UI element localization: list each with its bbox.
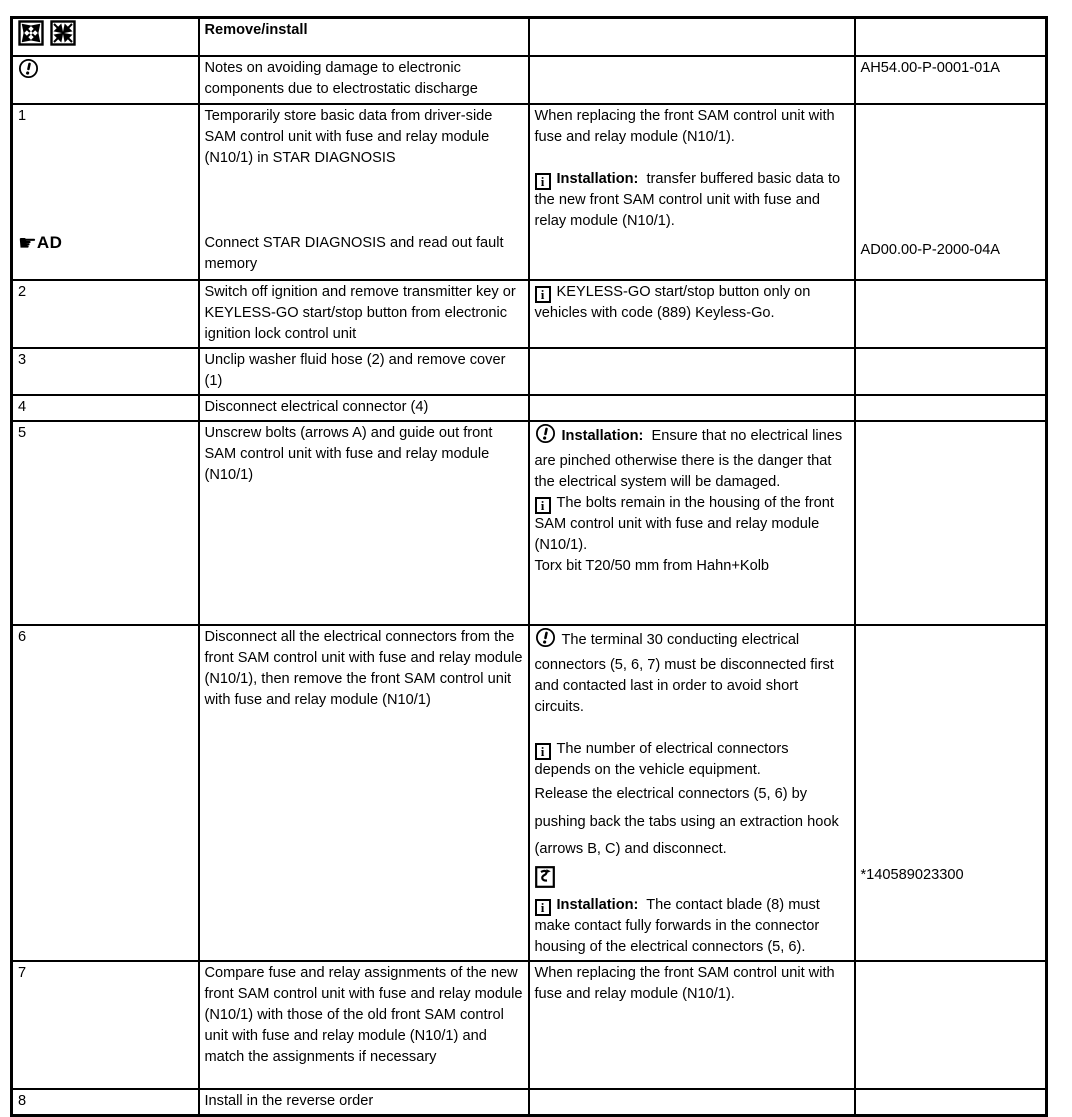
- instruction-text: Connect STAR DIAGNOSIS and read out fault memory: [204, 235, 504, 272]
- step-cell: [12, 348, 199, 395]
- step-number: 7: [18, 964, 27, 981]
- notes-cell: [529, 625, 855, 961]
- step-number: 1: [18, 108, 27, 124]
- reference-cell: [855, 625, 1047, 961]
- step-cell: [12, 1089, 199, 1116]
- esd-note-row: [12, 56, 1047, 104]
- notes-cell: [529, 961, 855, 1089]
- step-number: 8: [18, 1092, 27, 1109]
- cell-icons: [18, 58, 193, 86]
- step-number: 2: [18, 284, 27, 300]
- note-text: i Installation: The contact blade (8) must make contact fully forwards in the connector housing of the electrical connectors (5, 6).: [534, 896, 820, 955]
- damage-warning-icon: [18, 58, 39, 86]
- note-text: The terminal 30 conducting electrical connectors (5, 6, 7) must be disconnected first and contacted last in order to avoid short circuits.: [535, 627, 849, 718]
- notes-cell: [529, 348, 855, 395]
- step-cell: [12, 280, 199, 348]
- cell-icons: [18, 20, 193, 53]
- step-cell: [12, 56, 199, 104]
- info-icon: i: [535, 173, 551, 190]
- document-reference: *140589023300: [860, 867, 964, 883]
- notes-cell: [529, 1089, 855, 1116]
- info-icon: i: [535, 286, 551, 303]
- instruction-text: Switch off ignition and remove transmitter key or KEYLESS-GO start/stop button from electronic ignition lock control unit: [204, 284, 516, 342]
- note-text: Release the electrical connectors (5, 6) by pushing back the tabs using an extraction hook (arrows B, C) and disconnect.: [534, 786, 839, 857]
- instruction-cell: [199, 1089, 529, 1116]
- document-reference: AD00.00-P-2000-04A: [860, 242, 1001, 258]
- document-reference: AH54.00-P-0001-01A: [860, 60, 1001, 76]
- step-cell: [12, 625, 199, 961]
- notes-cell: [529, 421, 855, 625]
- reference-cell: [855, 421, 1047, 625]
- reference-cell: [855, 961, 1047, 1089]
- procedure-table-body: [12, 18, 1047, 1116]
- reference-cell: [855, 1089, 1047, 1116]
- instruction-cell: [199, 395, 529, 421]
- instruction-cell: [199, 961, 529, 1089]
- note-text: i KEYLESS-GO start/stop button only on vehicles with code (889) Keyless-Go.: [534, 284, 811, 321]
- instruction-text: Temporarily store basic data from driver-side SAM control unit with fuse and relay module (N10/1) in STAR DIAGNOSIS: [204, 108, 493, 166]
- procedure-table: [10, 16, 1048, 1117]
- step-row-1: [12, 104, 1047, 280]
- step-row-8: [12, 1089, 1047, 1116]
- reference-cell: [855, 348, 1047, 395]
- note-text: i The bolts remain in the housing of the front SAM control unit with fuse and relay module (N10/1).: [534, 495, 834, 553]
- ad-connect-marker: ☛AD: [18, 232, 63, 255]
- step-cell: [12, 18, 199, 57]
- header-row: [12, 18, 1047, 57]
- damage-warning-icon: [535, 423, 556, 451]
- instruction-text: Disconnect all the electrical connectors from the front SAM control unit with fuse and relay module (N10/1), then remove the front SAM control unit with fuse and relay module (N10/1): [204, 629, 523, 708]
- note-text: [535, 866, 849, 895]
- note-text: When replacing the front SAM control unit with fuse and relay module (N10/1).: [534, 964, 835, 1002]
- notes-cell: [529, 395, 855, 421]
- step-row-5: [12, 421, 1047, 625]
- instruction-text: Unscrew bolts (arrows A) and guide out front SAM control unit with fuse and relay module (N10/1): [204, 425, 493, 483]
- reference-cell: [855, 104, 1047, 280]
- instruction-cell: [199, 625, 529, 961]
- extraction-hook-tool-icon: [535, 866, 555, 895]
- damage-warning-icon: [535, 627, 556, 655]
- pointing-hand-icon: ☛: [18, 232, 37, 255]
- note-text: i The number of electrical connectors depends on the vehicle equipment.: [534, 741, 789, 778]
- step-number: 6: [18, 629, 27, 645]
- step-row-3: [12, 348, 1047, 395]
- reference-cell: [855, 280, 1047, 348]
- instruction-text: Notes on avoiding damage to electronic components due to electrostatic discharge: [204, 60, 478, 97]
- info-icon: i: [535, 497, 551, 514]
- step-number: 3: [18, 352, 27, 368]
- instruction-cell: [199, 348, 529, 395]
- step-number: 5: [18, 425, 27, 441]
- notes-cell: [529, 56, 855, 104]
- step-row-6: [12, 625, 1047, 961]
- instruction-cell: [199, 56, 529, 104]
- instruction-text: Disconnect electrical connector (4): [204, 399, 429, 415]
- step-row-7: [12, 961, 1047, 1089]
- step-row-2: [12, 280, 1047, 348]
- reference-cell: [855, 18, 1047, 57]
- instruction-cell: [199, 280, 529, 348]
- step-cell: [12, 104, 199, 280]
- expand-arrows-icon: [18, 20, 44, 53]
- step-cell: [12, 421, 199, 625]
- info-icon: i: [535, 899, 551, 916]
- step-number: 4: [18, 399, 27, 415]
- reference-cell: [855, 395, 1047, 421]
- step-cell: [12, 395, 199, 421]
- reference-cell: [855, 56, 1047, 104]
- note-text: When replacing the front SAM control unit with fuse and relay module (N10/1).: [534, 108, 835, 145]
- note-text: i Installation: transfer buffered basic data to the new front SAM control unit with fuse and relay module (N10/1).: [534, 171, 841, 229]
- note-text: Torx bit T20/50 mm from Hahn+Kolb: [534, 558, 770, 574]
- instruction-cell: [199, 18, 529, 57]
- info-icon: i: [535, 743, 551, 760]
- instruction-text: Install in the reverse order: [204, 1092, 374, 1109]
- instruction-cell: [199, 104, 529, 280]
- instruction-text: Unclip washer fluid hose (2) and remove cover (1): [204, 352, 506, 389]
- instruction-cell: [199, 421, 529, 625]
- instruction-text: Compare fuse and relay assignments of the new front SAM control unit with fuse and relay module (N10/1) with those of the old front SAM control unit with fuse and relay module (N10/1) and match the assignments if necessary: [204, 964, 523, 1065]
- step-row-4: [12, 395, 1047, 421]
- step-cell: [12, 961, 199, 1089]
- notes-cell: [529, 104, 855, 280]
- contract-arrows-icon: [50, 20, 76, 53]
- notes-cell: [529, 18, 855, 57]
- note-text: Installation: Ensure that no electrical lines are pinched otherwise there is the danger that the electrical system will be damaged.: [535, 423, 849, 493]
- notes-cell: [529, 280, 855, 348]
- instruction-text: Remove/install: [204, 22, 308, 38]
